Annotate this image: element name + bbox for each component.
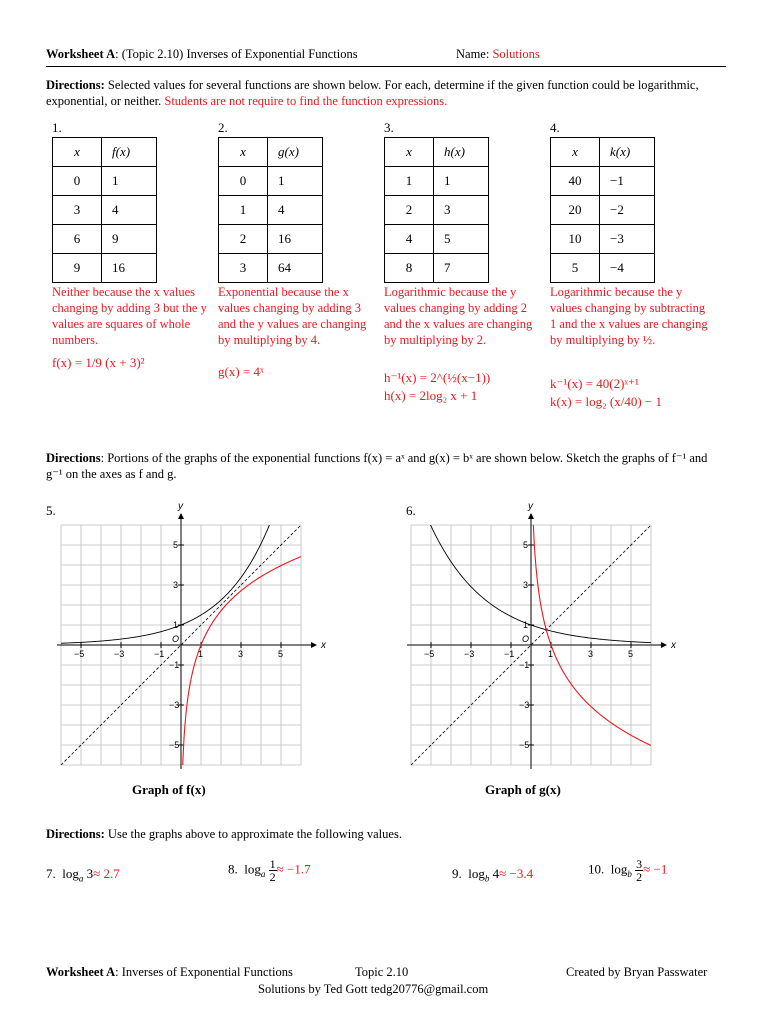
- table-cell: 8: [385, 254, 434, 283]
- x-axis-label: x: [671, 640, 676, 651]
- values-table: [52, 137, 157, 283]
- table-cell: 1: [385, 167, 434, 196]
- origin-label: O: [172, 634, 180, 644]
- table-row: [219, 254, 323, 283]
- table-cell: −3: [600, 225, 655, 254]
- table-cell: 3: [53, 196, 102, 225]
- answer-7: 7. $\log_a 3\approx 2.7$: [46, 866, 120, 884]
- footer-solutions: Solutions by Ted Gott tedg20776@gmail.com: [258, 982, 489, 996]
- table-cell: 64: [268, 254, 323, 283]
- table-row: [219, 225, 323, 254]
- y-axis-label: y: [528, 501, 533, 512]
- y-tick-label: 1: [173, 620, 179, 630]
- y-tick-label: 3: [173, 580, 179, 590]
- x-axis-label: x: [321, 640, 326, 651]
- x-tick-label: 1: [198, 649, 204, 659]
- table-formula: k⁻¹(x) = 40(2)ˣ⁺¹: [550, 376, 639, 391]
- table-cell: 9: [102, 225, 157, 254]
- table-row: [53, 225, 157, 254]
- y-tick-label: −1: [169, 660, 180, 670]
- table-row: [219, 167, 323, 196]
- table-header-cell: h(x): [434, 138, 489, 167]
- table-number: 2.: [218, 120, 228, 135]
- worksheet-header: [46, 46, 726, 67]
- table-cell: 16: [102, 254, 157, 283]
- table-header-cell: x: [385, 138, 434, 167]
- table-row: [53, 254, 157, 283]
- table-row: [219, 196, 323, 225]
- x-tick-label: −1: [504, 649, 515, 659]
- table-row: [551, 196, 655, 225]
- table-cell: 2: [385, 196, 434, 225]
- table-cell: 0: [53, 167, 102, 196]
- x-tick-label: −5: [74, 649, 85, 659]
- table-header-cell: x: [551, 138, 600, 167]
- table-row: [385, 225, 489, 254]
- y-axis-arrow: [528, 513, 534, 519]
- table-header-cell: f(x): [102, 138, 157, 167]
- answer-9: 9. $\log_b 4\approx -3.4$: [452, 866, 534, 884]
- graph-number-6: 6.: [406, 503, 416, 518]
- y-tick-label: 1: [523, 620, 529, 630]
- graph-g: [405, 495, 695, 775]
- origin-label: O: [522, 634, 530, 644]
- y-axis-label: y: [178, 501, 183, 512]
- directions-1: Directions: Selected values for several functions are shown below. For each, determine if the given function could be logarithmic, exponential, or neither. Students are not require to find the function expressions.: [46, 78, 699, 108]
- y-axis-arrow: [178, 513, 184, 519]
- table-row: [53, 196, 157, 225]
- table-cell: 5: [551, 254, 600, 283]
- table-header-cell: x: [219, 138, 268, 167]
- table-cell: 4: [268, 196, 323, 225]
- x-tick-label: −3: [464, 649, 475, 659]
- graph-number-5: 5.: [46, 503, 56, 518]
- y-tick-label: −5: [519, 740, 530, 750]
- table-row: [551, 167, 655, 196]
- table-cell: 1: [219, 196, 268, 225]
- table-formula: g(x) = 4ˣ: [218, 364, 264, 379]
- table-cell: 5: [434, 225, 489, 254]
- table-cell: 4: [102, 196, 157, 225]
- table-number: 3.: [384, 120, 394, 135]
- y-tick-label: −3: [169, 700, 180, 710]
- table-cell: 40: [551, 167, 600, 196]
- table-cell: 9: [53, 254, 102, 283]
- table-row: [385, 254, 489, 283]
- values-table: [550, 137, 655, 283]
- table-cell: 1: [434, 167, 489, 196]
- table-cell: 6: [53, 225, 102, 254]
- graph-caption-g: Graph of g(x): [485, 782, 561, 797]
- footer-author: Created by Bryan Passwater: [566, 965, 708, 979]
- table-row: [551, 225, 655, 254]
- table-number: 1.: [52, 120, 62, 135]
- table-header-cell: g(x): [268, 138, 323, 167]
- table-explanation: Exponential because the x values changing by adding 3 and the y values are changing by multiplying by 4.: [218, 285, 367, 347]
- table-row: [551, 254, 655, 283]
- table-cell: 4: [385, 225, 434, 254]
- table-cell: 7: [434, 254, 489, 283]
- x-tick-label: 1: [548, 649, 554, 659]
- graph-caption-f: Graph of f(x): [132, 782, 206, 797]
- table-explanation: Logarithmic because the y values changing by adding 2 and the x values are changing by multiplying by 2.: [384, 285, 533, 347]
- table-cell: 1: [268, 167, 323, 196]
- table-row: [53, 167, 157, 196]
- answer-10: 10. $\log_b$ $\frac{3}{2}$ ≈ −1: [588, 857, 668, 884]
- table-formula: f(x) = 1/9 (x + 3)²: [52, 355, 145, 370]
- table-explanation: Neither because the x values changing by adding 3 but the y values are squares of whole numbers.: [52, 285, 207, 347]
- y-tick-label: −5: [169, 740, 180, 750]
- table-row: [385, 196, 489, 225]
- table-cell: 3: [219, 254, 268, 283]
- footer-left: Worksheet A: Inverses of Exponential Functions: [46, 965, 293, 979]
- table-cell: 20: [551, 196, 600, 225]
- values-table: [384, 137, 489, 283]
- x-axis-arrow: [661, 642, 667, 648]
- table-cell: −1: [600, 167, 655, 196]
- y-tick-label: 5: [173, 540, 179, 550]
- table-formula: h⁻¹(x) = 2^(½(x−1)): [384, 370, 491, 385]
- x-tick-label: 5: [628, 649, 634, 659]
- table-cell: 0: [219, 167, 268, 196]
- x-tick-label: 3: [588, 649, 594, 659]
- table-cell: 3: [434, 196, 489, 225]
- table-cell: −4: [600, 254, 655, 283]
- answer-8: 8. $\log_a$ $\frac{1}{2}$ ≈ −1.7: [228, 857, 311, 884]
- values-table: [218, 137, 323, 283]
- table-cell: 1: [102, 167, 157, 196]
- table-cell: 16: [268, 225, 323, 254]
- x-tick-label: 5: [278, 649, 284, 659]
- y-tick-label: −3: [519, 700, 530, 710]
- graph-f: [55, 495, 345, 775]
- table-row: [385, 167, 489, 196]
- x-tick-label: −1: [154, 649, 165, 659]
- y-tick-label: 5: [523, 540, 529, 550]
- x-tick-label: −5: [424, 649, 435, 659]
- table-number: 4.: [550, 120, 560, 135]
- y-tick-label: −1: [519, 660, 530, 670]
- table-formula: h(x) = 2log₂ x + 1: [384, 388, 478, 403]
- header-title: Worksheet A: (Topic 2.10) Inverses of Exponential Functions: [46, 47, 358, 61]
- directions-2: Directions: Portions of the graphs of the exponential functions f(x) = aˣ and g(x) = bˣ are shown below. Sketch the graphs of f⁻¹ and g⁻¹ on the axes as f and g.: [46, 451, 708, 481]
- table-formula: k(x) = log₂ (x/40) − 1: [550, 394, 662, 409]
- directions-3: Directions: Use the graphs above to approximate the following values.: [46, 827, 402, 841]
- table-explanation: Logarithmic because the y values changing by subtracting 1 and the x values are changing by multiplying by ½.: [550, 285, 708, 347]
- x-tick-label: −3: [114, 649, 125, 659]
- table-header-cell: x: [53, 138, 102, 167]
- y-tick-label: 3: [523, 580, 529, 590]
- table-cell: 10: [551, 225, 600, 254]
- x-axis-arrow: [311, 642, 317, 648]
- table-header-cell: k(x): [600, 138, 655, 167]
- table-cell: −2: [600, 196, 655, 225]
- header-name: Name: Solutions: [456, 47, 540, 61]
- x-tick-label: 3: [238, 649, 244, 659]
- table-cell: 2: [219, 225, 268, 254]
- footer-topic: Topic 2.10: [355, 965, 409, 979]
